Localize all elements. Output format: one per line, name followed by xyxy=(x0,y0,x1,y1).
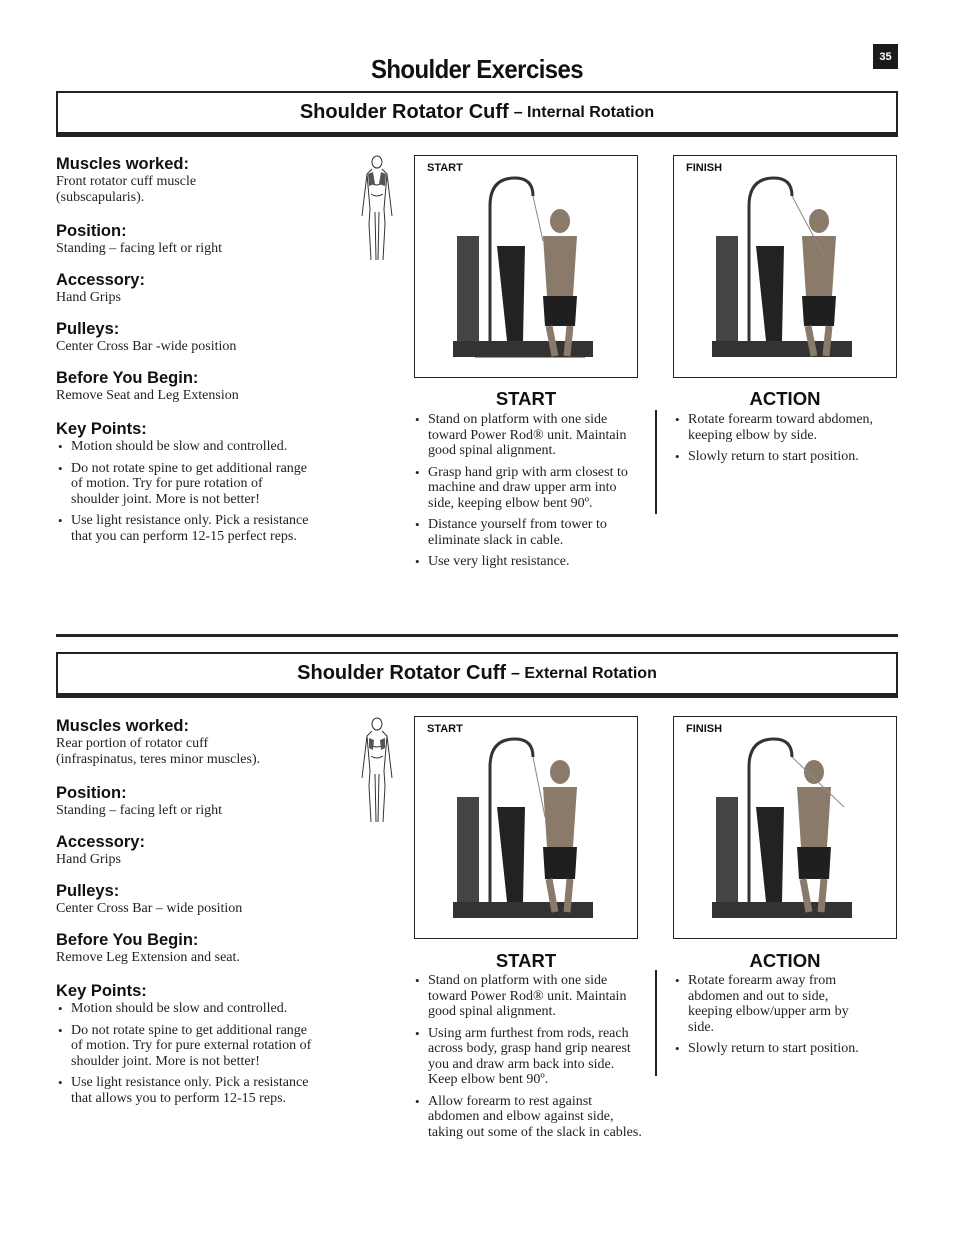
section-header-external xyxy=(56,652,898,698)
machine-illustration xyxy=(674,717,897,939)
accessory-value: Hand Grips xyxy=(56,290,121,305)
photo-finish xyxy=(673,155,897,378)
start-step: • Allow forearm to rest against abdomen and elbow against side, taking out some of the slack in cables. xyxy=(413,1094,645,1141)
muscles-label: Muscles worked: xyxy=(56,717,189,735)
key-point: • Use light resistance only. Pick a resistance that allows you to perform 12-15 reps. xyxy=(56,1075,322,1106)
section-header-internal xyxy=(56,91,898,137)
section-title: Shoulder Rotator Cuff xyxy=(299,101,509,123)
action-step: • Rotate forearm away from abdomen and out to side, keeping elbow/upper arm by side. xyxy=(673,973,873,1035)
keypoints-label: Key Points: xyxy=(56,420,147,438)
position-value: Standing – facing left or right xyxy=(56,241,223,256)
pulleys-value: Center Cross Bar -wide position xyxy=(56,339,237,354)
photo-caption: START xyxy=(427,162,463,174)
action-steps-list xyxy=(673,973,873,1063)
page-number: 35 xyxy=(873,44,898,69)
action-heading: ACTION xyxy=(749,388,821,409)
start-step: • Grasp hand grip with arm closest to machine and draw upper arm into side, keeping elbow bent 90º. xyxy=(413,465,645,512)
section-subtitle: – Internal Rotation xyxy=(513,103,655,121)
muscles-line: Front rotator cuff muscle xyxy=(56,174,197,189)
photo-finish xyxy=(673,716,897,939)
start-heading: START xyxy=(495,388,557,409)
position-value: Standing – facing left or right xyxy=(56,803,223,818)
accessory-label: Accessory: xyxy=(56,833,145,851)
muscle-diagram-icon xyxy=(358,154,396,264)
machine-illustration xyxy=(674,156,897,378)
key-point: • Motion should be slow and controlled. xyxy=(56,1001,322,1017)
muscle-diagram-icon xyxy=(358,716,396,826)
photo-caption: FINISH xyxy=(686,723,723,735)
key-point: • Do not rotate spine to get additional range of motion. Try for pure external rotation of shoulder joint. More is not better! xyxy=(56,1023,322,1070)
muscles-line: (subscapularis). xyxy=(56,190,145,205)
pulleys-value: Center Cross Bar – wide position xyxy=(56,901,243,916)
section-subtitle: – External Rotation xyxy=(511,664,657,682)
section-title: Shoulder Rotator Cuff xyxy=(297,662,507,684)
start-step: • Use very light resistance. xyxy=(413,554,645,570)
machine-illustration xyxy=(415,717,638,939)
start-steps-list xyxy=(413,973,645,1146)
action-step: • Slowly return to start position. xyxy=(673,1041,873,1057)
action-step: • Slowly return to start position. xyxy=(673,449,913,465)
start-step: • Using arm furthest from rods, reach across body, grasp hand grip nearest you and draw arm back into side. Keep elbow bent 90º. xyxy=(413,1026,645,1088)
before-label: Before You Begin: xyxy=(56,369,199,387)
pulleys-label: Pulleys: xyxy=(56,320,120,338)
before-label: Before You Begin: xyxy=(56,931,199,949)
key-points-list xyxy=(56,439,311,544)
machine-illustration xyxy=(415,156,638,378)
photo-start xyxy=(414,155,638,378)
muscles-label: Muscles worked: xyxy=(56,155,189,173)
column-divider xyxy=(655,410,657,514)
before-value: Remove Seat and Leg Extension xyxy=(56,388,239,403)
start-step: • Stand on platform with one side toward Power Rod® unit. Maintain good spinal alignment. xyxy=(413,412,645,459)
muscles-line: Rear portion of rotator cuff xyxy=(56,736,209,751)
page-title: Shoulder Exercises xyxy=(370,54,584,84)
start-step: • Stand on platform with one side toward Power Rod® unit. Maintain good spinal alignment. xyxy=(413,973,645,1020)
key-point: • Motion should be slow and controlled. xyxy=(56,439,311,455)
action-steps-list xyxy=(673,412,913,471)
photo-start xyxy=(414,716,638,939)
start-steps-list xyxy=(413,412,645,576)
position-label: Position: xyxy=(56,784,127,802)
muscles-line: (infraspinatus, teres minor muscles). xyxy=(56,752,261,767)
column-divider xyxy=(655,970,657,1076)
pulleys-label: Pulleys: xyxy=(56,882,120,900)
key-point: • Use light resistance only. Pick a resistance that you can perform 12-15 perfect reps. xyxy=(56,513,311,544)
key-points-list xyxy=(56,1001,322,1106)
photo-caption: FINISH xyxy=(686,162,723,174)
details-column xyxy=(56,155,331,555)
action-step: • Rotate forearm toward abdomen, keeping elbow by side. xyxy=(673,412,913,443)
action-heading: ACTION xyxy=(749,950,821,971)
keypoints-label: Key Points: xyxy=(56,982,147,1000)
position-label: Position: xyxy=(56,222,127,240)
accessory-value: Hand Grips xyxy=(56,852,121,867)
before-value: Remove Leg Extension and seat. xyxy=(56,950,240,965)
details-column xyxy=(56,717,326,1117)
start-heading: START xyxy=(495,950,557,971)
key-point: • Do not rotate spine to get additional range of motion. Try for pure rotation of shoulder joint. More is not better! xyxy=(56,461,311,508)
accessory-label: Accessory: xyxy=(56,271,145,289)
photo-caption: START xyxy=(427,723,463,735)
section-divider xyxy=(56,634,898,637)
start-step: • Distance yourself from tower to eliminate slack in cable. xyxy=(413,517,645,548)
